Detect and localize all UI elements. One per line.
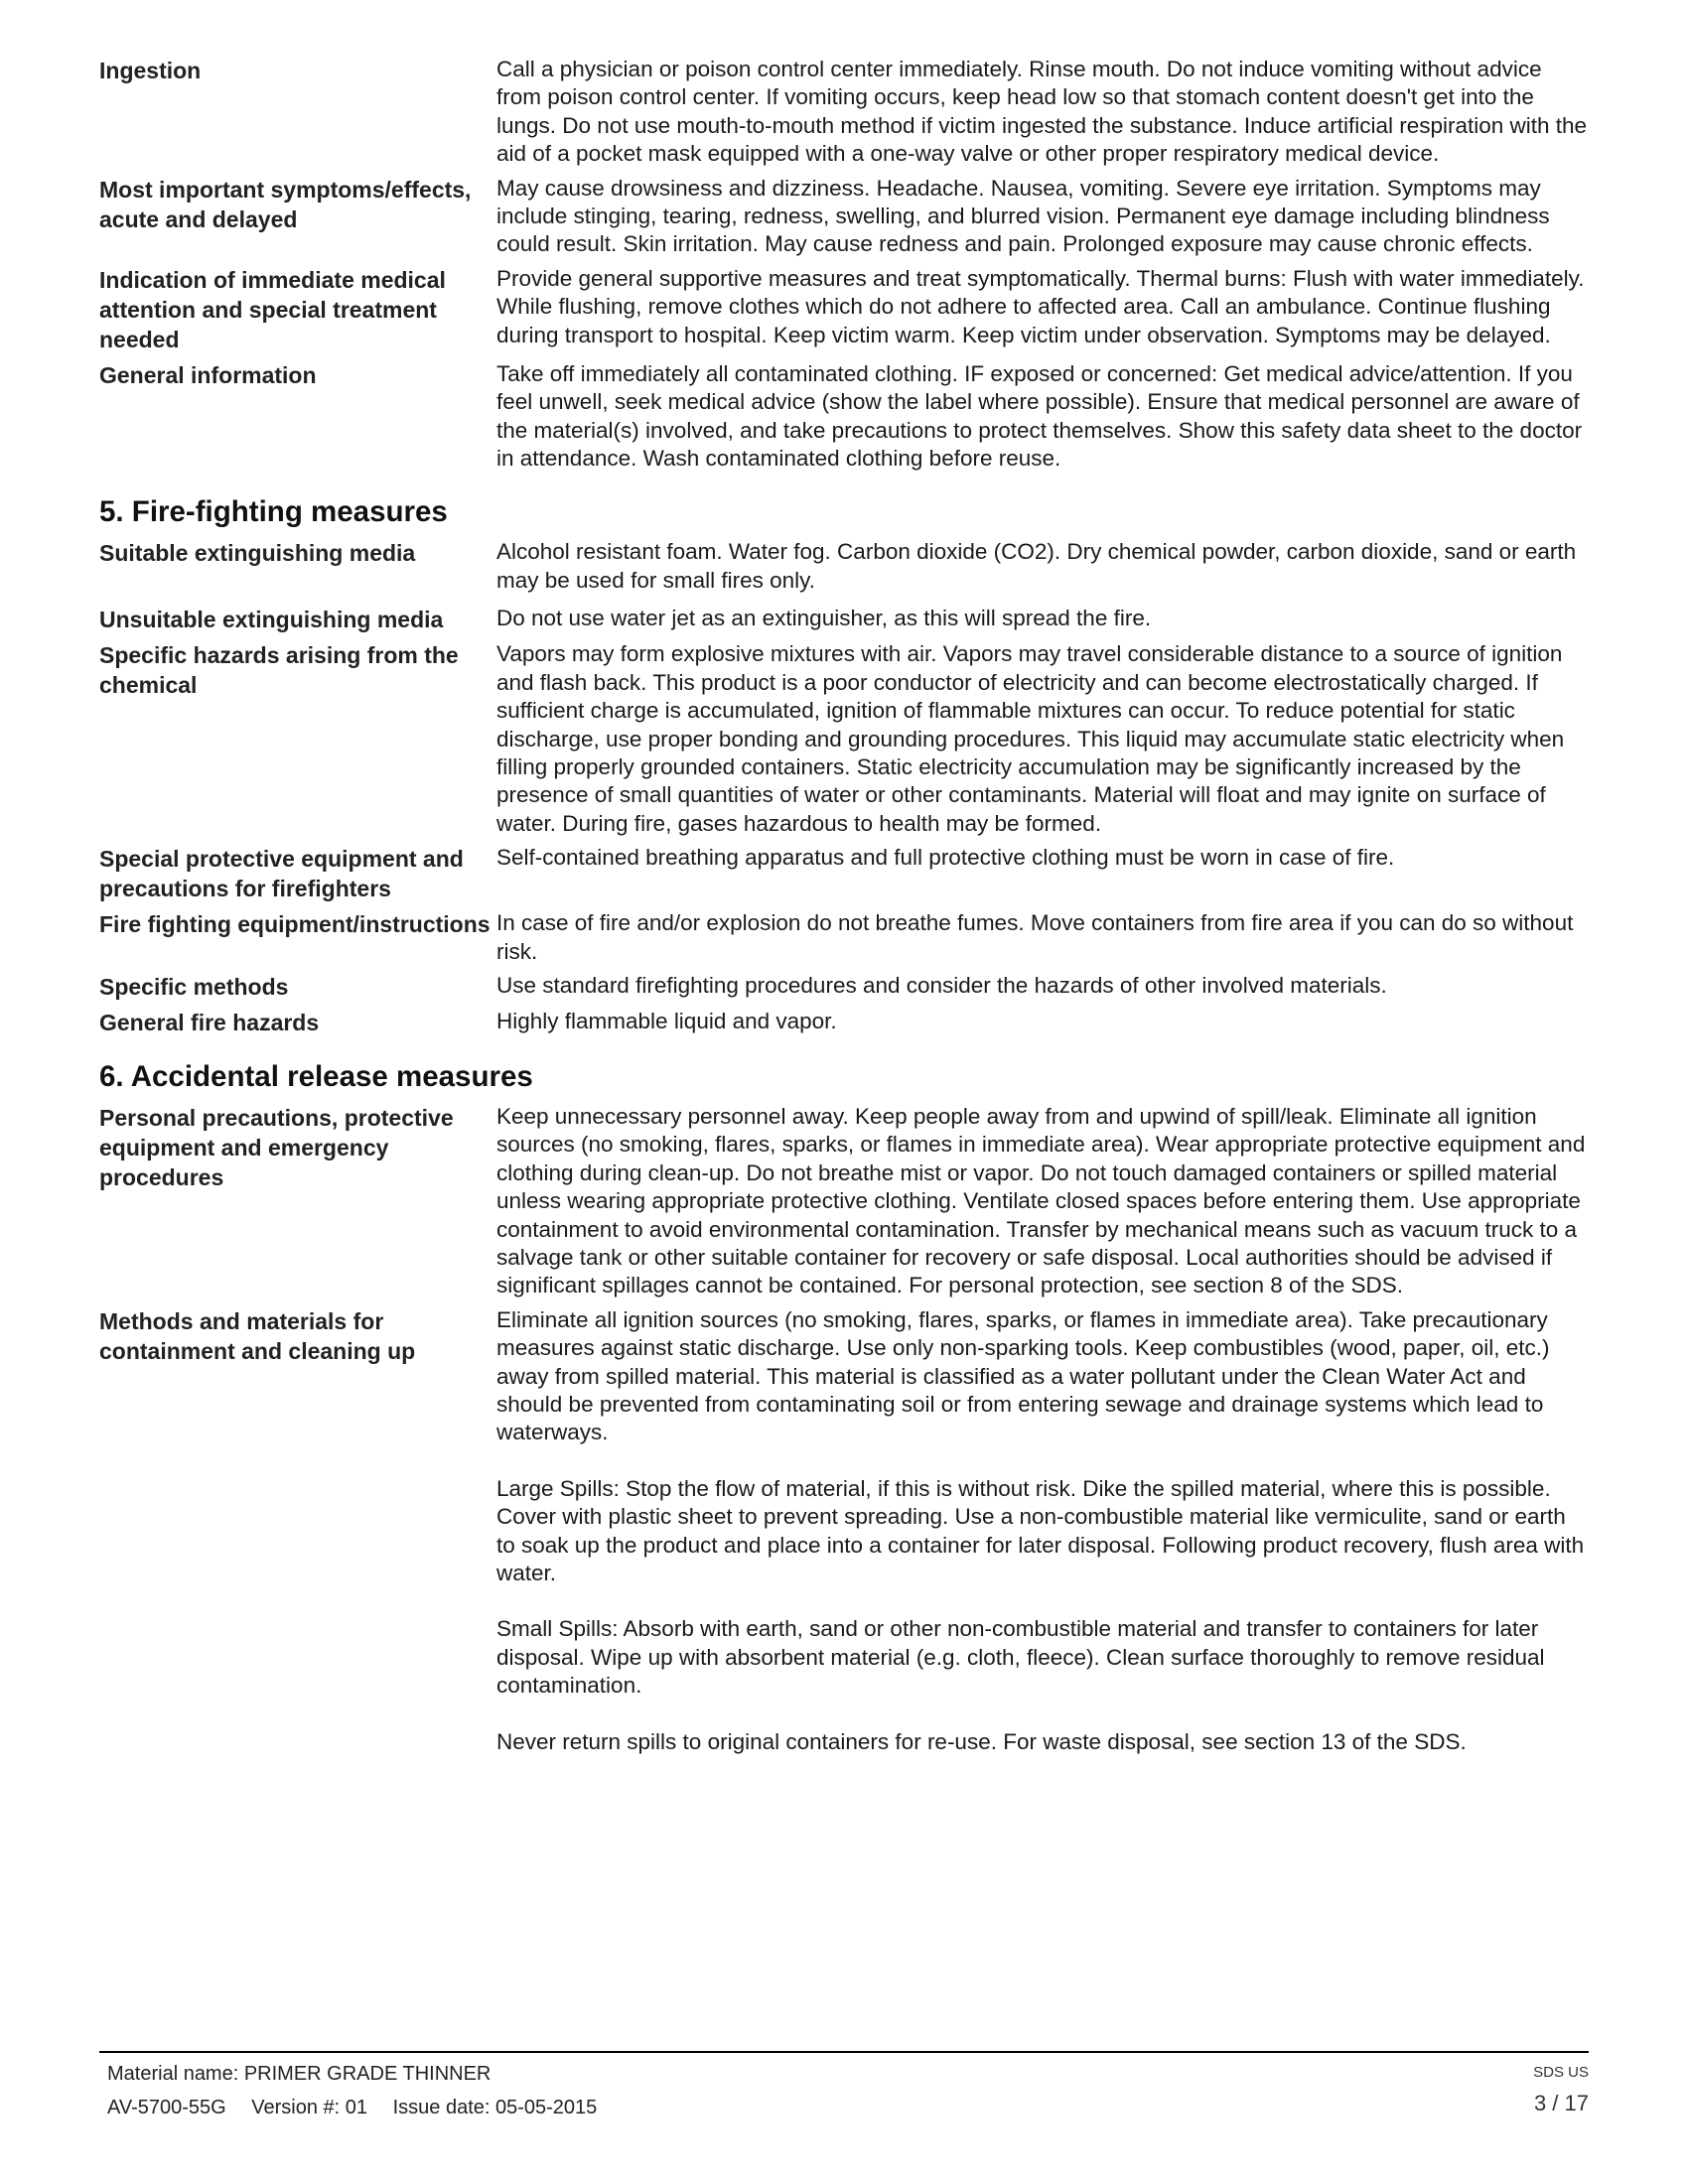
paragraph-small-spills: Small Spills: Absorb with earth, sand or other non-combustible material and transfer to containers for later disposal. Wipe up with absorbent material (e.g. cloth, fleece). Clean surface thoroughly to remove residual contamination.	[496, 1616, 1545, 1699]
field-label: Personal precautions, protective equipment and emergency procedures	[99, 1104, 454, 1190]
field-value: Do not use water jet as an extinguisher, as this will spread the fire.	[496, 606, 1152, 631]
issue-date: Issue date: 05-05-2015	[392, 2097, 598, 2118]
field-value: Vapors may form explosive mixtures with air. Vapors may travel considerable distance to a source of ignition and flash back. This product is a poor conductor of electricity and can become electrostatically charged. If sufficient charge is accumulated, ignition of flammable mixtures can occur. To reduce potential for static discharge, use proper bonding and grounding procedures. This liquid may accumulate static electricity when filling properly grounded containers. Static electricity accumulation may be significantly increased by the presence of small quantities of water or other contaminants. Material will float and may ignite on surface of water. During fire, gases hazardous to health may be formed.	[496, 641, 1565, 836]
field-label: Special protective equipment and precautions for firefighters	[99, 846, 464, 902]
paragraph: Never return spills to original containers for re-use. For waste disposal, see section 13 of the SDS.	[496, 1728, 1467, 1754]
field-value: Alcohol resistant foam. Water fog. Carbon dioxide (CO2). Dry chemical powder, carbon dioxide, sand or earth may be used for small fires only.	[496, 539, 1577, 593]
field-label: Specific hazards arising from the chemical	[99, 642, 459, 699]
field-value	[496, 1306, 1589, 1756]
page-number: 3 / 17	[1533, 2091, 1589, 2116]
field-label: Unsuitable extinguishing media	[99, 607, 444, 633]
paragraph-large-spills: Large Spills: Stop the flow of material, if this is without risk. Dike the spilled material, where this is possible. Cover with plastic sheet to prevent spreading. Use a non-combustible material like vermiculite, sand or earth to soak up the product and place into a container for later disposal. Following product recovery, flush area with water.	[496, 1475, 1585, 1586]
field-value: Keep unnecessary personnel away. Keep people away from and upwind of spill/leak. Eliminate all ignition sources (no smoking, flares, sparks, or flames in immediate area). Wear appropriate protective equipment and clothing during clean-up. Do not breathe mist or vapor. Do not touch damaged containers or spilled material unless wearing appropriate protective clothing. Ventilate closed spaces before entering them. Use appropriate containment to avoid environmental contamination. Transfer by mechanical means such as vacuum truck to a salvage tank or other suitable container for recovery or safe disposal. Local authorities should be advised if significant spillages cannot be contained. For personal protection, see section 8 of the SDS.	[496, 1103, 1586, 1298]
row-specific-methods	[99, 972, 1589, 1002]
footer-info	[107, 2061, 617, 2120]
field-label: Fire fighting equipment/instructions	[99, 911, 491, 938]
row-medical-attention	[99, 265, 1589, 354]
field-value: May cause drowsiness and dizziness. Headache. Nausea, vomiting. Severe eye irritation. Symptoms may include stinging, tearing, redness, swelling, and blurred vision. Permanent eye damage including blindness could result. Skin irritation. May cause redness and pain. Prolonged exposure may cause chronic effects.	[496, 175, 1550, 257]
section-heading-accidental-release: 6. Accidental release measures	[99, 1059, 533, 1093]
row-containment-methods	[99, 1306, 1589, 1756]
row-protective-equipment	[99, 844, 1589, 903]
row-fire-fighting-instructions	[99, 909, 1589, 966]
row-symptoms	[99, 175, 1589, 259]
field-label: General fire hazards	[99, 1009, 320, 1035]
row-unsuitable-media	[99, 605, 1589, 634]
field-label: Methods and materials for containment and cleaning up	[99, 1307, 416, 1364]
page-footer	[99, 2051, 1589, 2118]
field-label: Ingestion	[99, 58, 202, 83]
field-value: Self-contained breathing apparatus and full protective clothing must be worn in case of fire.	[496, 845, 1395, 871]
field-value: Take off immediately all contaminated clothing. IF exposed or concerned: Get medical advice/attention. If you feel unwell, seek medical advice (show the label where possible). Ensure that medical personnel are aware of the material(s) involved, and take precautions to protect themselves. Show this safety data sheet to the doctor in attendance. Wash contaminated clothing before reuse.	[496, 360, 1583, 472]
field-value: Provide general supportive measures and treat symptomatically. Thermal burns: Flush with water immediately. While flushing, remove clothes which do not adhere to affected area. Call an ambulance. Continue flushing during transport to hospital. Keep victim warm. Keep victim under observation. Symptoms may be delayed.	[496, 265, 1585, 347]
field-label: Most important symptoms/effects, acute and delayed	[99, 176, 472, 232]
field-value: Use standard firefighting procedures and consider the hazards of other involved materials.	[496, 972, 1387, 998]
row-specific-hazards	[99, 640, 1589, 838]
field-value: Call a physician or poison control center immediately. Rinse mouth. Do not induce vomiting without advice from poison control center. If vomiting occurs, keep head low so that stomach content doesn't get into the lungs. Do not use mouth-to-mouth method if victim ingested the substance. Induce artificial respiration with the aid of a pocket mask equipped with a one-way valve or other proper respiratory medical device.	[496, 57, 1588, 167]
field-label: Suitable extinguishing media	[99, 540, 416, 567]
paragraph: Eliminate all ignition sources (no smoking, flares, sparks, or flames in immediate area). Take precautionary measures against static discharge. Use only non-sparking tools. Keep combustibles (wood, paper, oil, etc.) away from spilled material. This material is classified as a water pollutant under the Clean Water Act and should be prevented from contaminating soil or from entering sewage and drainage systems which lead to waterways.	[496, 1306, 1550, 1445]
sds-page	[99, 56, 1589, 1762]
document-identifiers	[107, 2095, 617, 2120]
sds-region: SDS US	[1533, 2064, 1589, 2081]
field-value: In case of fire and/or explosion do not breathe fumes. Move containers from fire area if you can do so without risk.	[496, 910, 1574, 964]
row-ingestion	[99, 56, 1589, 169]
section-heading-fire-fighting: 5. Fire-fighting measures	[99, 495, 448, 529]
row-general-information	[99, 360, 1589, 474]
row-suitable-media	[99, 538, 1589, 595]
field-label: Indication of immediate medical attention and special treatment needed	[99, 266, 446, 352]
field-value: Highly flammable liquid and vapor.	[496, 1008, 837, 1033]
footer-right	[1533, 2063, 1589, 2118]
material-name: Material name: PRIMER GRADE THINNER	[107, 2063, 492, 2085]
field-label: General information	[99, 361, 317, 388]
product-code: AV-5700-55G	[107, 2097, 226, 2118]
field-label: Specific methods	[99, 973, 289, 1000]
row-personal-precautions	[99, 1103, 1589, 1300]
row-general-fire-hazards	[99, 1008, 1589, 1037]
version-number: Version #: 01	[251, 2097, 368, 2118]
